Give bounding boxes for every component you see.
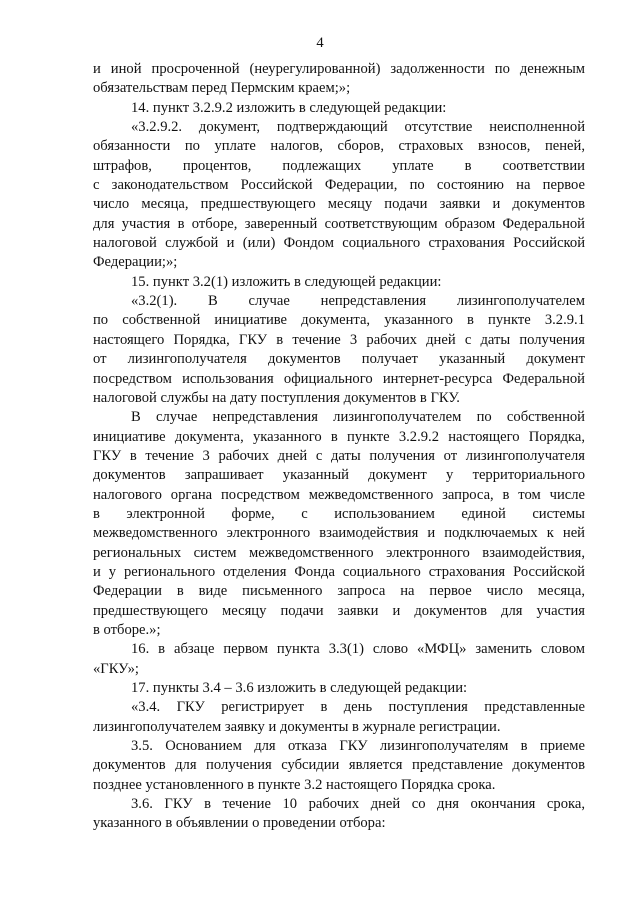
text-line: инициативе документа, указанного в пункте 3.2.9.2 настоящего Порядка, xyxy=(93,428,585,445)
text-line: в отборе.»; xyxy=(93,621,161,638)
text-line: указанного в объявлении о проведении отбора: xyxy=(93,815,386,832)
text-line: документов запрашивает указанный документ у территориального xyxy=(93,467,585,484)
text-line: В случае непредставления лизингополучателем по собственной xyxy=(131,409,585,426)
text-line: Федерации;»; xyxy=(93,254,178,271)
document-body xyxy=(93,60,585,834)
text-line: настоящего Порядка, ГКУ в течение 3 рабочих дней с даты получения xyxy=(93,331,585,348)
text-line: штрафов, процентов, подлежащих уплате в соответствии xyxy=(93,157,585,174)
text-line: «ГКУ»; xyxy=(93,660,139,677)
text-line: и иной просроченной (неурегулированной) задолженности по денежным xyxy=(93,61,585,77)
text-line: 16. в абзаце первом пункта 3.3(1) слово «МФЦ» заменить словом xyxy=(131,641,585,658)
text-line: «3.2(1). В случае непредставления лизингополучателем xyxy=(131,293,585,310)
text-line: и у регионального отделения Фонда социального страхования Российской xyxy=(93,563,585,580)
text-line: налогового органа посредством межведомственного запроса, в том числе xyxy=(93,486,585,503)
text-line: региональных систем межведомственного электронного взаимодействия, xyxy=(93,544,585,561)
text-line: по собственной инициативе документа, указанного в пункте 3.2.9.1 xyxy=(93,312,585,329)
text-line: число месяца, предшествующего месяцу подачи заявки и документов xyxy=(93,196,585,213)
text-line: «3.2.9.2. документ, подтверждающий отсутствие неисполненной xyxy=(131,119,585,136)
text-line: 17. пункты 3.4 – 3.6 изложить в следующей редакции: xyxy=(131,680,468,696)
text-line: с законодательством Российской Федерации, по состоянию на первое xyxy=(93,177,585,194)
page-number: 4 xyxy=(316,35,324,51)
text-line: позднее установленного в пункте 3.2 настоящего Порядка срока. xyxy=(93,776,496,793)
text-line: Федерации в виде письменного запроса на первое число месяца, xyxy=(93,583,585,600)
text-line: 3.5. Основанием для отказа ГКУ лизингополучателям в приеме xyxy=(131,738,585,755)
text-line: для участия в отборе, заверенный соответствующим образом Федеральной xyxy=(93,215,585,232)
text-line: 14. пункт 3.2.9.2 изложить в следующей редакции: xyxy=(131,99,447,116)
text-line: 15. пункт 3.2(1) изложить в следующей редакции: xyxy=(131,273,442,290)
text-line: налоговой службы на дату поступления документов в ГКУ. xyxy=(93,389,460,406)
text-line: 3.6. ГКУ в течение 10 рабочих дней со дня окончания срока, xyxy=(131,796,585,813)
text-line: документов для получения субсидии является представление документов xyxy=(93,757,585,774)
text-line: от лизингополучателя документов получает указанный документ xyxy=(93,351,585,368)
text-line: ГКУ в течение 3 рабочих дней с даты получения от лизингополучателя xyxy=(93,447,585,464)
text-line: «3.4. ГКУ регистрирует в день поступления представленные xyxy=(131,699,585,716)
text-line: налоговой службой и (или) Фондом социального страхования Российской xyxy=(93,235,585,252)
text-line: посредством использования официального интернет-ресурса Федеральной xyxy=(93,370,585,387)
text-line: лизингополучателем заявку и документы в журнале регистрации. xyxy=(93,718,501,735)
text-line: в электронной форме, с использованием единой системы xyxy=(93,505,585,522)
text-line: обязательствам перед Пермским краем;»; xyxy=(93,80,351,97)
text-line: обязанности по уплате налогов, сборов, страховых взносов, пеней, xyxy=(93,138,585,155)
text-line: предшествующего месяцу подачи заявки и документов для участия xyxy=(93,602,585,619)
text-line: межведомственного электронного взаимодействия и подключаемых к ней xyxy=(93,525,585,542)
